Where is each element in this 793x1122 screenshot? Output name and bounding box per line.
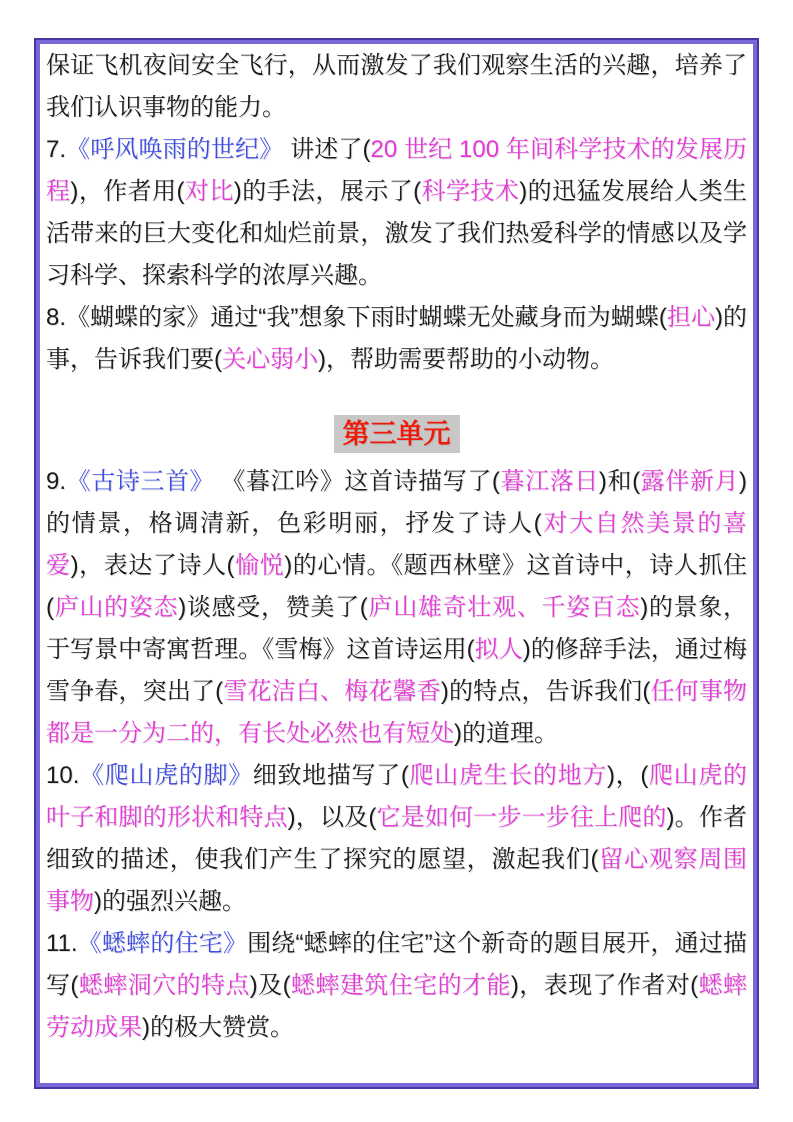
text-run: 8.《蝴蝶的家》通过“我”想象下雨时蝴蝶无处藏身而为蝴蝶( (46, 304, 667, 331)
lesson-title: 《爬山虎的脚》 (79, 762, 253, 789)
answer-highlight: 对大自然美景的喜爱 (46, 510, 748, 579)
text-run: 保证飞机夜间安全飞行，从而激发了我们观察生活的兴趣，培养了我们认识事物的能力。 (46, 52, 747, 121)
text-run: )的迅猛发展给人类生活带来的巨大变化和灿烂前景，激发了我们热爱科学的情感以及学习科学、探索科学的浓厚兴趣。 (46, 178, 748, 289)
answer-highlight: 担心 (666, 304, 715, 331)
paragraph-item-7 (46, 129, 747, 297)
paragraph-item-8 (46, 297, 747, 381)
paragraph-item-9 (46, 461, 747, 755)
text-run: )的特点，告诉我们( (440, 678, 651, 705)
text-run: )谈感受，赞美了( (178, 594, 368, 621)
text-run: )的心情。《题西林壁》这首诗中，诗人抓住( (46, 552, 748, 621)
answer-highlight: 愉悦 (234, 552, 285, 579)
paragraph-continuation (46, 45, 747, 129)
answer-highlight: 20 世纪 100 年间科学技术的发展历程 (46, 136, 747, 205)
text-run: )的手法，展示了( (233, 178, 422, 205)
answer-highlight: 拟人 (474, 636, 523, 663)
text-run: )的事，告诉我们要( (46, 304, 748, 373)
text-run: 7. (46, 136, 67, 163)
paragraph-item-11 (46, 923, 747, 1049)
answer-highlight: 庐山雄奇壮观、千姿百态 (367, 594, 641, 621)
answer-highlight: 蟋蟀洞穴的特点 (78, 972, 250, 999)
text-run: )的强烈兴趣。 (94, 888, 246, 915)
document-frame (36, 40, 757, 1087)
lesson-title: 《呼风唤雨的世纪》 (66, 136, 284, 163)
text-run: )及( (249, 972, 291, 999)
answer-highlight: 关心弱小 (222, 346, 318, 373)
answer-highlight: 蟋蟀劳动成果 (46, 972, 748, 1041)
text-run: )的修辞手法，通过梅雪争春，突出了( (46, 636, 747, 705)
text-run: )，帮助需要帮助的小动物。 (318, 346, 614, 373)
paragraph-item-10 (46, 755, 747, 923)
answer-highlight: 雪花洁白、梅花馨香 (223, 678, 441, 705)
text-run: )和( (598, 468, 641, 495)
text-run: 讲述了( (283, 136, 371, 163)
text-run: 11. (46, 930, 78, 957)
text-run: )，作者用( (70, 178, 185, 205)
text-run: )，( (606, 762, 649, 789)
text-run: )的极大赞赏。 (142, 1014, 294, 1041)
answer-highlight: 蟋蟀建筑住宅的才能 (290, 972, 511, 999)
text-run: 10. (46, 762, 80, 789)
answer-highlight: 留心观察周围事物 (46, 846, 747, 915)
text-run: )的道理。 (454, 720, 558, 747)
answer-highlight: 暮江落日 (499, 468, 599, 495)
text-run: )，表现了作者对( (510, 972, 699, 999)
answer-highlight: 任何事物都是一分为二的，有长处必然也有短处 (46, 678, 748, 747)
text-run: )，以及( (287, 804, 377, 831)
text-run: 《暮江吟》这首诗描写了( (214, 468, 500, 495)
lesson-title: 《古诗三首》 (66, 468, 215, 495)
answer-highlight: 爬山虎的叶子和脚的形状和特点 (46, 762, 748, 831)
text-run: 细致地描写了( (252, 762, 409, 789)
unit-3-heading (46, 415, 747, 461)
answer-highlight: 对比 (184, 178, 234, 205)
answer-highlight: 科学技术 (421, 178, 520, 205)
text-run: )。作者细致的描述，使我们产生了探究的愿望，激起我们( (46, 804, 748, 873)
document-body (46, 45, 747, 1049)
lesson-title: 《蟋蟀的住宅》 (77, 930, 248, 957)
text-run: )的情景，格调清新，色彩明丽，抒发了诗人( (46, 468, 748, 537)
text-run: 围绕“蟋蟀的住宅”这个新奇的题目展开，通过描写( (46, 930, 748, 999)
answer-highlight: 露伴新月 (640, 468, 740, 495)
answer-highlight: 它是如何一步一步往上爬的 (376, 804, 667, 831)
text-run: 9. (46, 468, 67, 495)
answer-highlight: 爬山虎生长的地方 (408, 762, 607, 789)
unit-heading-text: 第三单元 (334, 415, 460, 453)
text-run: )，表达了诗人( (70, 552, 235, 579)
answer-highlight: 庐山的姿态 (54, 594, 179, 621)
text-run: )的景象，于写景中寄寓哲理。《雪梅》这首诗运用( (46, 594, 747, 663)
